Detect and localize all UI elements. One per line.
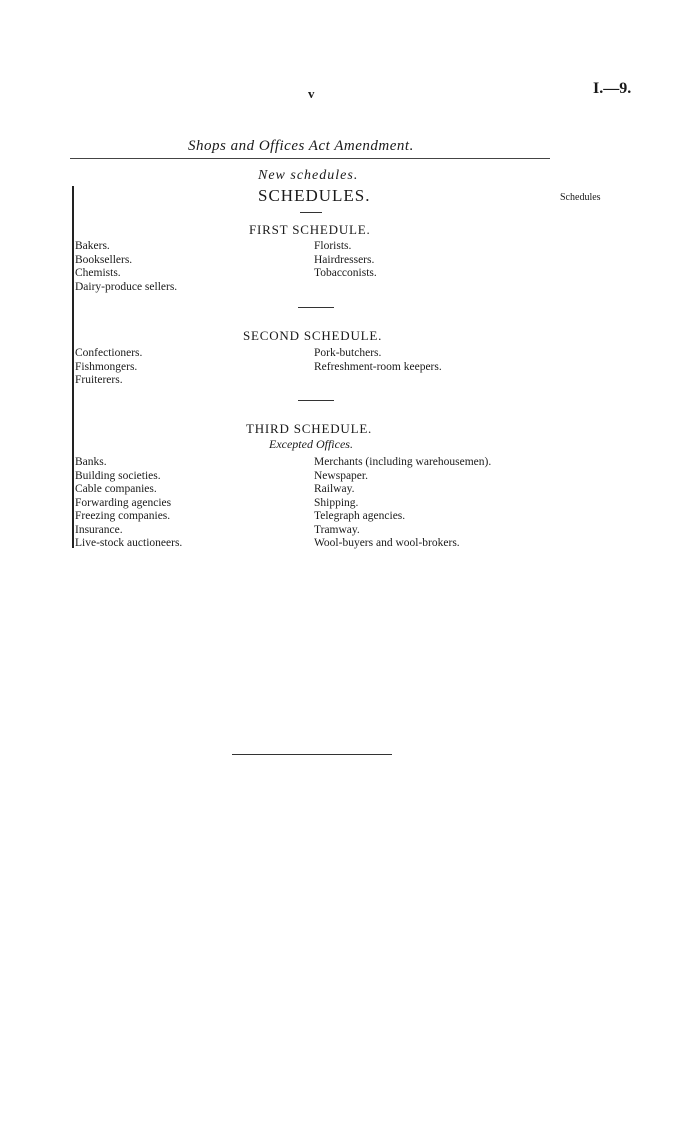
section-subtitle: New schedules. — [258, 168, 359, 183]
list-item: Live-stock auctioneers. — [75, 537, 183, 549]
third-schedule-right-list — [314, 456, 491, 551]
list-item: Insurance. — [75, 523, 123, 536]
list-item: Building societies. — [75, 469, 161, 482]
amendment-bar — [72, 186, 74, 548]
first-schedule-right-list — [314, 240, 377, 281]
first-schedule-heading: FIRST SCHEDULE. — [249, 222, 371, 237]
list-item: Dairy-produce sellers. — [75, 280, 178, 293]
margin-note: Schedules — [560, 192, 601, 203]
list-item: Fishmongers. — [75, 360, 138, 373]
list-item: Newspaper. — [314, 469, 368, 482]
third-schedule-subheading: Excepted Offices. — [269, 437, 353, 451]
section-divider — [298, 400, 334, 401]
list-item: Hairdressers. — [314, 253, 375, 266]
list-item: Tramway. — [314, 523, 360, 536]
third-schedule-heading: THIRD SCHEDULE. — [246, 421, 373, 436]
list-item: Tobacconists. — [314, 267, 377, 279]
list-item: Cable companies. — [75, 483, 157, 495]
header-rule — [70, 158, 550, 159]
list-item: Telegraph agencies. — [314, 510, 406, 522]
list-item: Fruiterers. — [75, 374, 123, 386]
list-item: Wool-buyers and wool-brokers. — [314, 537, 460, 549]
section-heading: SCHEDULES. — [258, 186, 371, 205]
list-item: Bakers. — [75, 240, 110, 252]
heading-dash — [300, 212, 322, 213]
second-schedule-right-list — [314, 347, 442, 374]
list-item: Freezing companies. — [75, 510, 171, 522]
list-item: Banks. — [75, 456, 107, 468]
list-item: Refreshment-room keepers. — [314, 360, 442, 373]
first-schedule-left-list — [75, 240, 177, 294]
list-item: Confectioners. — [75, 347, 143, 359]
list-item: Merchants (including warehousemen). — [314, 456, 492, 468]
closing-rule — [232, 754, 392, 755]
third-schedule-left-list — [75, 456, 182, 551]
section-divider — [298, 307, 334, 308]
list-item: Shipping. — [314, 496, 359, 509]
list-item: Chemists. — [75, 267, 121, 279]
document-reference: I.—9. — [593, 80, 632, 97]
list-item: Florists. — [314, 240, 352, 252]
second-schedule-heading: SECOND SCHEDULE. — [243, 328, 383, 343]
list-item: Booksellers. — [75, 253, 133, 266]
running-title: Shops and Offices Act Amendment. — [188, 138, 414, 154]
page-number: v — [308, 86, 315, 101]
list-item: Pork-butchers. — [314, 347, 382, 359]
second-schedule-left-list — [75, 347, 142, 388]
list-item: Forwarding agencies — [75, 496, 172, 509]
list-item: Railway. — [314, 483, 355, 495]
